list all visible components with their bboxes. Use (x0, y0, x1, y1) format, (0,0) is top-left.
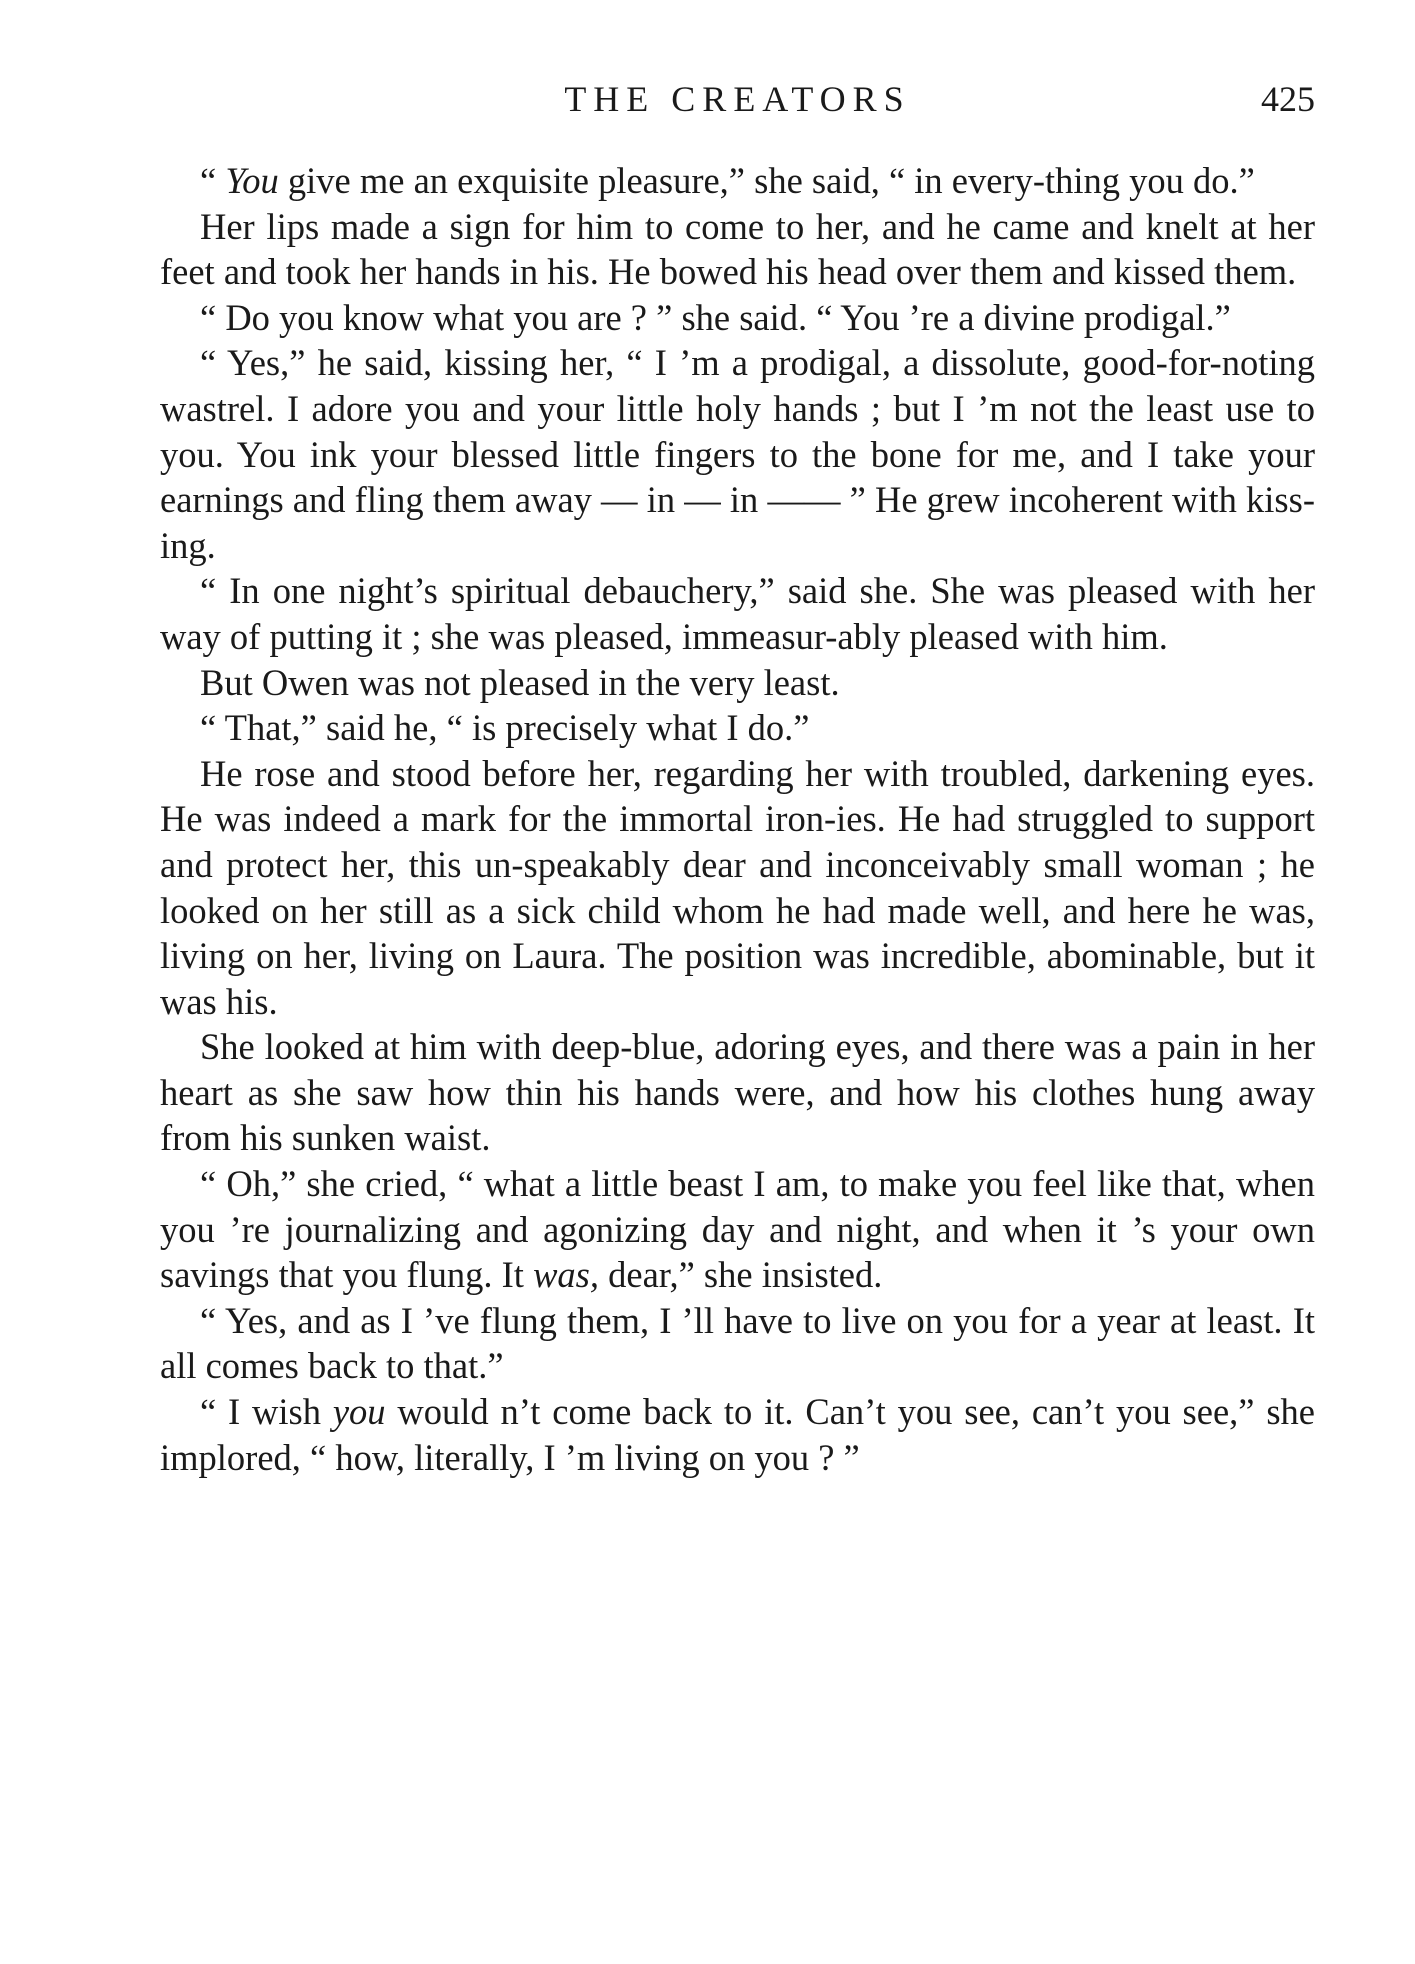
text-run: would n’t come back to it. Can’t you see, can’t you see,” she implored, “ how, literally, I ’m living on you ? ” (160, 1391, 1315, 1478)
text-run: “ In one night’s spiritual debauchery,” said she. She was pleased with her way of putting it ; she was pleased, immeasur-ably pleased with him. (160, 570, 1315, 657)
paragraph (160, 295, 1315, 341)
text-run: give me an exquisite pleasure,” she said, “ in every-thing you do.” (278, 160, 1255, 201)
text-run: He rose and stood before her, regarding her with troubled, darkening eyes. He was indeed a mark for the immortal iron-ies. He had struggled to support and protect her, this un-speakably dear and inconceivably small woman ; he looked on her still as a sick child whom he had made well, and here he was, living on her, living on Laura. The position was incredible, abominable, but it was his. (160, 752, 1315, 1022)
text-run: “ I wish (200, 1391, 333, 1433)
italic-text: you (332, 1391, 386, 1433)
page-number: 425 (1261, 79, 1315, 119)
paragraph (160, 705, 1315, 751)
italic-text: You (225, 160, 279, 201)
text-run: dear,” she insisted. (599, 1254, 883, 1296)
text-run: But Owen was not pleased in the very least. (200, 661, 840, 703)
text-run: “ That,” said he, “ is precisely what I do.” (200, 707, 810, 749)
paragraph (160, 1389, 1315, 1480)
paragraph (160, 1024, 1315, 1161)
paragraph (160, 1298, 1315, 1389)
running-head (160, 78, 1315, 128)
paragraph (160, 204, 1315, 295)
paragraph (160, 1161, 1315, 1298)
paragraph (160, 158, 1315, 204)
text-run: “ Do you know what you are ? ” she said. “ You ’re a divine prodigal.” (200, 296, 1231, 338)
text-run: “ (200, 160, 226, 201)
text-run: “ Oh,” she cried, “ what a little beast I am, to make you feel like that, when you ’re journalizing and agonizing day and night, and when it ’s your own savings that you flung. It (160, 1163, 1315, 1296)
paragraph (160, 568, 1315, 659)
paragraph (160, 751, 1315, 1025)
paragraph (160, 660, 1315, 706)
text-run: “ Yes, and as I ’ve flung them, I ’ll have to live on you for a year at least. It all comes back to that.” (160, 1299, 1315, 1387)
paragraph (160, 340, 1315, 568)
text-run: “ Yes,” he said, kissing her, “ I ’m a prodigal, a dissolute, good-for-noting wastrel. I adore you and your little holy hands ; but I ’m not the least use to you. You ink your blessed little fingers to the bone for me, and I take your earnings and fling them away — in — in —— ” He grew incoherent with kiss-ing. (160, 342, 1315, 566)
text-run: Her lips made a sign for him to come to her, and he came and knelt at her feet and took her hands in his. He bowed his head over them and kissed them. (160, 205, 1315, 293)
running-title: THE CREATORS (564, 79, 911, 119)
italic-text: was, (533, 1254, 600, 1296)
text-run: She looked at him with deep-blue, adoring eyes, and there was a pain in her heart as she saw how thin his hands were, and how his clothes hung away from his sunken waist. (160, 1026, 1315, 1159)
body-text (160, 158, 1315, 1480)
